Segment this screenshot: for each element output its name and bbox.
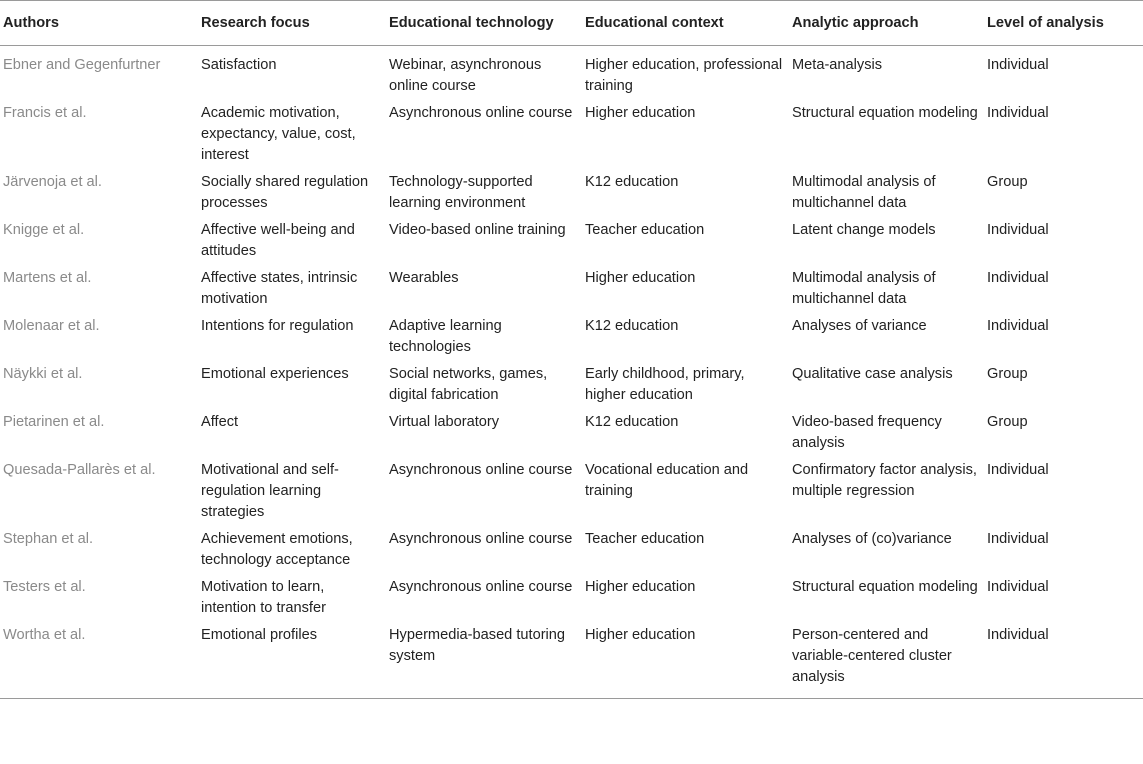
- header-analytic-approach: Analytic approach: [792, 15, 919, 31]
- cell-educational-context: Higher education, professional training: [585, 57, 783, 94]
- cell-research-focus: Affective well-being and attitudes: [201, 222, 355, 259]
- cell-authors: Francis et al.: [3, 105, 87, 121]
- cell-research-focus: Intentions for regulation: [201, 318, 354, 334]
- cell-educational-technology: Video-based online training: [389, 222, 566, 238]
- cell-authors: Martens et al.: [3, 270, 92, 286]
- cell-research-focus: Motivational and self-regulation learning strategies: [201, 462, 339, 520]
- table-header: [0, 1, 1143, 46]
- cell-educational-technology: Asynchronous online course: [389, 531, 573, 547]
- table-row: [0, 46, 1143, 99]
- cell-level-of-analysis: Group: [987, 174, 1028, 190]
- table-row: [0, 98, 1143, 167]
- cell-educational-technology: Adaptive learning technologies: [389, 318, 502, 355]
- cell-research-focus: Socially shared regulation processes: [201, 174, 369, 211]
- cell-authors: Wortha et al.: [3, 627, 86, 643]
- cell-level-of-analysis: Individual: [987, 627, 1049, 643]
- table-body: [0, 46, 1143, 699]
- cell-research-focus: Affect: [201, 414, 239, 430]
- cell-authors: Knigge et al.: [3, 222, 85, 238]
- table-row: [0, 524, 1143, 572]
- cell-level-of-analysis: Individual: [987, 531, 1049, 547]
- cell-educational-context: Teacher education: [585, 531, 705, 547]
- cell-educational-context: Higher education: [585, 627, 696, 643]
- cell-educational-technology: Asynchronous online course: [389, 579, 573, 595]
- cell-authors: Pietarinen et al.: [3, 414, 105, 430]
- table-row: [0, 311, 1143, 359]
- cell-educational-technology: Asynchronous online course: [389, 462, 573, 478]
- cell-educational-context: Higher education: [585, 270, 696, 286]
- cell-analytic-approach: Analyses of variance: [792, 318, 927, 334]
- cell-analytic-approach: Structural equation modeling: [792, 579, 978, 595]
- table-row: [0, 359, 1143, 407]
- cell-level-of-analysis: Individual: [987, 105, 1049, 121]
- table-row: [0, 455, 1143, 524]
- cell-analytic-approach: Analyses of (co)variance: [792, 531, 952, 547]
- cell-research-focus: Achievement emotions, technology acceptance: [201, 531, 353, 568]
- header-educational-technology: Educational technology: [389, 15, 554, 31]
- cell-authors: Järvenoja et al.: [3, 174, 102, 190]
- cell-authors: Molenaar et al.: [3, 318, 100, 334]
- cell-research-focus: Satisfaction: [201, 57, 277, 73]
- header-authors: Authors: [3, 15, 59, 31]
- cell-educational-context: Higher education: [585, 105, 696, 121]
- cell-authors: Quesada-Pallarès et al.: [3, 462, 156, 478]
- cell-analytic-approach: Meta-analysis: [792, 57, 883, 73]
- cell-level-of-analysis: Group: [987, 366, 1028, 382]
- cell-authors: Stephan et al.: [3, 531, 94, 547]
- cell-educational-technology: Hypermedia-based tutoring system: [389, 627, 566, 664]
- cell-authors: Ebner and Gegenfurtner: [3, 57, 161, 73]
- table-row: [0, 263, 1143, 311]
- cell-educational-context: Early childhood, primary, higher education: [585, 366, 745, 403]
- table-row: [0, 620, 1143, 699]
- cell-level-of-analysis: Individual: [987, 318, 1049, 334]
- cell-level-of-analysis: Individual: [987, 270, 1049, 286]
- cell-educational-context: Higher education: [585, 579, 696, 595]
- cell-level-of-analysis: Individual: [987, 579, 1049, 595]
- cell-analytic-approach: Person-centered and variable-centered cluster analysis: [792, 627, 952, 685]
- cell-level-of-analysis: Individual: [987, 222, 1049, 238]
- cell-educational-context: Vocational education and training: [585, 462, 749, 499]
- cell-analytic-approach: Video-based frequency analysis: [792, 414, 942, 451]
- cell-educational-context: Teacher education: [585, 222, 705, 238]
- cell-authors: Näykki et al.: [3, 366, 83, 382]
- cell-educational-technology: Webinar, asynchronous online course: [389, 57, 542, 94]
- cell-research-focus: Academic motivation, expectancy, value, cost, interest: [201, 105, 356, 163]
- cell-research-focus: Emotional experiences: [201, 366, 349, 382]
- cell-educational-technology: Asynchronous online course: [389, 105, 573, 121]
- cell-level-of-analysis: Individual: [987, 57, 1049, 73]
- header-level-of-analysis: Level of analysis: [987, 15, 1104, 31]
- cell-educational-technology: Technology-supported learning environment: [389, 174, 533, 211]
- cell-analytic-approach: Multimodal analysis of multichannel data: [792, 174, 936, 211]
- cell-research-focus: Emotional profiles: [201, 627, 317, 643]
- table-row: [0, 215, 1143, 263]
- header-research-focus: Research focus: [201, 15, 310, 31]
- cell-educational-context: K12 education: [585, 414, 679, 430]
- cell-analytic-approach: Qualitative case analysis: [792, 366, 953, 382]
- cell-analytic-approach: Structural equation modeling: [792, 105, 978, 121]
- cell-research-focus: Motivation to learn, intention to transfer: [201, 579, 326, 616]
- header-row: [0, 1, 1143, 46]
- cell-research-focus: Affective states, intrinsic motivation: [201, 270, 358, 307]
- table-row: [0, 407, 1143, 455]
- cell-educational-context: K12 education: [585, 174, 679, 190]
- cell-level-of-analysis: Group: [987, 414, 1028, 430]
- table-row: [0, 167, 1143, 215]
- cell-level-of-analysis: Individual: [987, 462, 1049, 478]
- cell-educational-technology: Virtual laboratory: [389, 414, 500, 430]
- cell-educational-context: K12 education: [585, 318, 679, 334]
- cell-analytic-approach: Latent change models: [792, 222, 936, 238]
- cell-analytic-approach: Multimodal analysis of multichannel data: [792, 270, 936, 307]
- cell-authors: Testers et al.: [3, 579, 86, 595]
- cell-educational-technology: Wearables: [389, 270, 459, 286]
- header-educational-context: Educational context: [585, 15, 724, 31]
- table-row: [0, 572, 1143, 620]
- cell-educational-technology: Social networks, games, digital fabrication: [389, 366, 548, 403]
- cell-analytic-approach: Confirmatory factor analysis, multiple regression: [792, 462, 977, 499]
